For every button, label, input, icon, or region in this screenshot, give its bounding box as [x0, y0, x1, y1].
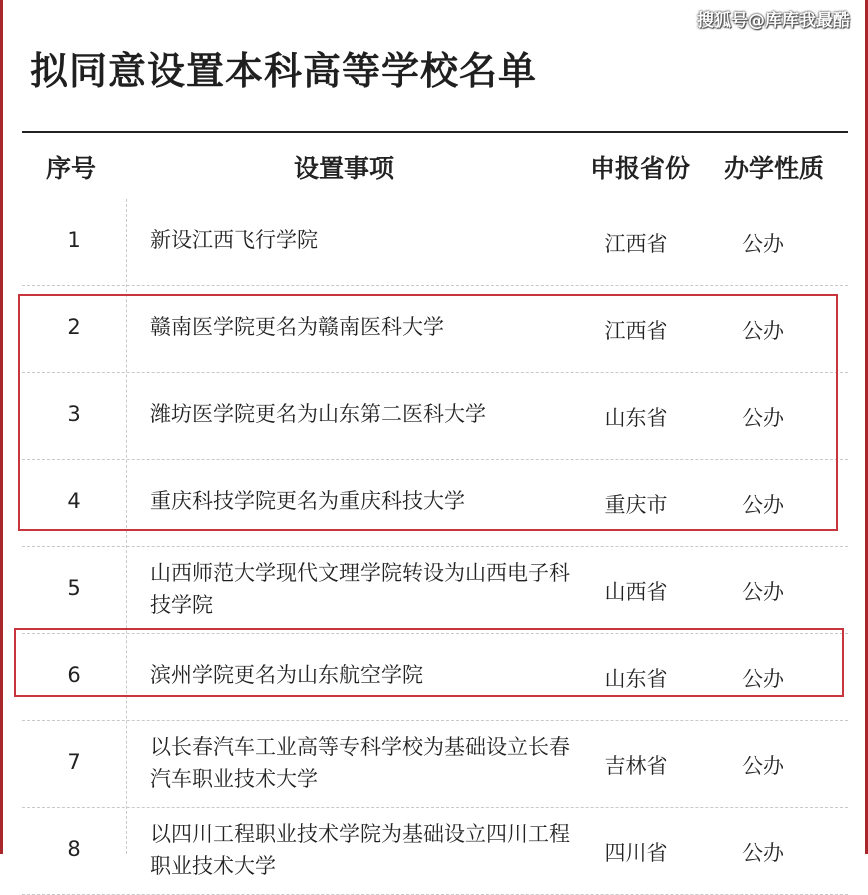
row-type: 公办: [742, 667, 784, 691]
watermark: 搜狐号@库库我最酷: [697, 11, 850, 31]
row-index: 7: [67, 750, 81, 774]
row-type: 公办: [742, 319, 784, 343]
row-item: 滨州学院更名为山东航空学院: [150, 663, 423, 687]
row-province: 江西省: [604, 232, 668, 256]
row-type: 公办: [742, 232, 784, 256]
row-item: 山西师范大学现代文理学院转设为山西电子科技学院: [150, 561, 570, 617]
left-edge-bar: [0, 0, 3, 854]
table-row: [22, 634, 848, 721]
header-province: 申报省份: [590, 154, 691, 183]
row-index: 8: [67, 837, 81, 861]
row-province: 山西省: [604, 580, 668, 604]
table-row: [22, 286, 848, 373]
row-province: 山东省: [604, 406, 668, 430]
row-type: 公办: [742, 493, 784, 517]
table-row: [22, 808, 848, 895]
row-index: 2: [67, 315, 81, 339]
table-row: [22, 547, 848, 634]
table-row: [22, 373, 848, 460]
row-province: 吉林省: [604, 754, 668, 778]
row-province: 山东省: [604, 667, 668, 691]
row-type: 公办: [742, 580, 784, 604]
header-type: 办学性质: [724, 154, 825, 183]
row-index: 1: [67, 228, 81, 252]
header-index: 序号: [46, 154, 97, 183]
row-item: 赣南医学院更名为赣南医科大学: [150, 315, 444, 339]
row-item: 以四川工程职业技术学院为基础设立四川工程职业技术大学: [150, 822, 570, 878]
row-type: 公办: [742, 754, 784, 778]
row-type: 公办: [742, 406, 784, 430]
row-item: 新设江西飞行学院: [150, 228, 318, 252]
page-title: 拟同意设置本科高等学校名单: [30, 49, 538, 93]
row-province: 四川省: [604, 841, 668, 865]
table-header: [22, 133, 848, 199]
table-row: [22, 460, 848, 547]
row-province: 重庆市: [604, 493, 668, 517]
row-item: 潍坊医学院更名为山东第二医科大学: [150, 402, 486, 426]
row-type: 公办: [742, 841, 784, 865]
row-item: 以长春汽车工业高等专科学校为基础设立长春汽车职业技术大学: [150, 735, 570, 791]
row-index: 6: [67, 663, 81, 687]
row-index: 5: [67, 576, 81, 600]
header-item: 设置事项: [294, 154, 395, 183]
row-province: 江西省: [604, 319, 668, 343]
table-body: [22, 199, 848, 895]
row-index: 4: [67, 489, 81, 513]
table-row: [22, 199, 848, 286]
row-index: 3: [67, 402, 81, 426]
table-row: [22, 721, 848, 808]
row-item: 重庆科技学院更名为重庆科技大学: [150, 489, 465, 513]
